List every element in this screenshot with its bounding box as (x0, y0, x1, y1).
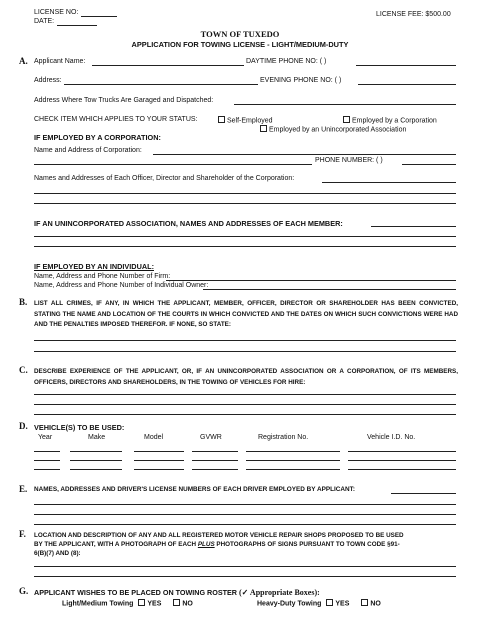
vehicle-entry-field[interactable] (70, 469, 122, 470)
heavy-duty-yes-checkbox[interactable] (326, 599, 333, 606)
vehicle-entry-field[interactable] (192, 451, 238, 452)
section-c-letter: C. (19, 365, 28, 375)
drivers-field-2[interactable] (34, 504, 456, 505)
section-f-letter: F. (19, 529, 26, 539)
drivers-field-4[interactable] (34, 524, 456, 525)
checkbox-icon[interactable] (218, 116, 225, 123)
section-b-text: LIST ALL CRIMES, IF ANY, IN WHICH THE APPLICANT, MEMBER, OFFICER, DIRECTOR OR SHAREHOLDER HAS BEEN CONVICTED, STATING THE NAME AND LOCATION OF THE COURTS IN WHICH CONVICTED AND THE DATES ON WHICH SUCH CONVICTIONS WERE HAD AND THE PENALTIES IMPOSED THEREFOR. IF NONE, SO STATE: (34, 300, 458, 328)
garaged-address-field[interactable] (234, 104, 456, 105)
date-label: DATE: (34, 18, 55, 25)
light-medium-yes-checkbox[interactable] (138, 599, 145, 606)
license-no-label: LICENSE NO: (34, 9, 79, 16)
officers-label: Names and Addresses of Each Officer, Director and Shareholder of the Corporation: (34, 175, 295, 182)
vehicle-entry-field[interactable] (34, 460, 60, 461)
section-g-title: APPLICANT WISHES TO BE PLACED ON TOWING ROSTER (✓ Appropriate Boxes): (34, 588, 320, 597)
corp-name-address-field[interactable] (153, 154, 456, 155)
vehicle-entry-field[interactable] (34, 469, 60, 470)
repair-shops-field-1[interactable] (34, 566, 456, 567)
section-e-text: NAMES, ADDRESSES AND DRIVER'S LICENSE NUMBERS OF EACH DRIVER EMPLOYED BY APPLICANT: (34, 486, 355, 493)
date-field[interactable] (57, 25, 97, 26)
vehicle-entry-field[interactable] (246, 460, 340, 461)
drivers-field-1[interactable] (391, 493, 456, 494)
address-field[interactable] (64, 84, 258, 85)
vehicle-entry-field[interactable] (134, 451, 184, 452)
owner-label: Name, Address and Phone Number of Individual Owner: (34, 282, 209, 289)
vehicle-entry-field[interactable] (70, 460, 122, 461)
repair-shops-field-2[interactable] (34, 576, 456, 577)
vehicle-entry-field[interactable] (348, 451, 456, 452)
column-gvwr: GVWR (200, 434, 222, 441)
self-employed-option[interactable]: Self-Employed (218, 116, 273, 125)
corp-name-address-label: Name and Address of Corporation: (34, 147, 142, 154)
vehicle-entry-field[interactable] (134, 469, 184, 470)
drivers-field-3[interactable] (34, 514, 456, 515)
light-medium-no-checkbox[interactable] (173, 599, 180, 606)
checkbox-icon[interactable] (260, 125, 267, 132)
daytime-phone-field[interactable] (356, 65, 456, 66)
daytime-phone-label: DAYTIME PHONE NO: ( ) (246, 58, 327, 65)
officers-field-2[interactable] (34, 193, 456, 194)
heavy-duty-towing-row: Heavy-Duty Towing YES NO (257, 600, 381, 608)
light-medium-towing-row: Light/Medium Towing YES NO (62, 600, 193, 608)
section-f-line2: BY THE APPLICANT, WITH A PHOTOGRAPH OF EACH PLUS PHOTOGRAPHS OF SIGNS PURSUANT TO TOWN CODE §91- (34, 541, 400, 548)
vehicle-entry-field[interactable] (134, 460, 184, 461)
experience-field-1[interactable] (34, 394, 456, 395)
vehicle-entry-field[interactable] (34, 451, 60, 452)
employed-unincorporated-option[interactable]: Employed by an Unincorporated Association (260, 125, 406, 134)
applicant-name-label: Applicant Name: (34, 58, 86, 65)
section-a-letter: A. (19, 56, 28, 66)
vehicle-entry-field[interactable] (70, 451, 122, 452)
section-b-letter: B. (19, 297, 28, 307)
vehicle-entry-field[interactable] (348, 469, 456, 470)
section-f-line1: LOCATION AND DESCRIPTION OF ANY AND ALL REGISTERED MOTOR VEHICLE REPAIR SHOPS PROPOSED TO BE USED (34, 532, 404, 539)
license-no-field[interactable] (81, 16, 117, 17)
license-fee: LICENSE FEE: $500.00 (376, 11, 451, 18)
corp-phone-field[interactable] (402, 164, 456, 165)
unincorporated-field-3[interactable] (34, 246, 456, 247)
checkbox-icon[interactable] (343, 116, 350, 123)
column-year: Year (38, 434, 53, 441)
vehicle-entry-field[interactable] (246, 469, 340, 470)
section-f-line3: 6(B)(7) AND (8): (34, 550, 81, 557)
crimes-field-2[interactable] (34, 351, 456, 352)
unincorporated-field-2[interactable] (34, 236, 456, 237)
column-registration: Registration No. (258, 434, 309, 441)
if-corporation-heading: IF EMPLOYED BY A CORPORATION: (34, 133, 161, 142)
address-label: Address: (34, 77, 62, 84)
check-item-label: CHECK ITEM WHICH APPLIES TO YOUR STATUS: (34, 116, 198, 123)
section-e-letter: E. (19, 484, 28, 494)
section-c-text: DESCRIBE EXPERIENCE OF THE APPLICANT, OR, IF AN UNINCORPORATED ASSOCIATION OR A CORPORATION, OF ITS MEMBERS, OFFICERS, DIRECTORS AND SHAREHOLDERS, IN THE TOWING OF VEHICLES FOR HIRE: (34, 368, 458, 386)
experience-field-3[interactable] (34, 414, 456, 415)
evening-phone-label: EVENING PHONE NO: ( ) (260, 77, 342, 84)
corp-phone-label: PHONE NUMBER: ( ) (315, 157, 383, 164)
town-name: TOWN OF TUXEDO (200, 29, 280, 39)
unincorporated-field-1[interactable] (371, 226, 456, 227)
applicant-name-field[interactable] (92, 65, 244, 66)
officers-field-3[interactable] (34, 203, 456, 204)
corp-address-line[interactable] (34, 164, 312, 165)
garaged-address-label: Address Where Tow Trucks Are Garaged and Dispatched: (34, 97, 214, 104)
vehicle-entry-field[interactable] (192, 460, 238, 461)
employed-corporation-option[interactable]: Employed by a Corporation (343, 116, 437, 125)
column-vin: Vehicle I.D. No. (367, 434, 416, 441)
individual-heading: IF EMPLOYED BY AN INDIVIDUAL: (34, 262, 154, 271)
crimes-field-1[interactable] (34, 340, 456, 341)
vehicles-heading: VEHICLE(S) TO BE USED: (34, 423, 125, 432)
evening-phone-field[interactable] (358, 84, 456, 85)
firm-field[interactable] (166, 280, 456, 281)
section-g-letter: G. (19, 586, 29, 596)
experience-field-2[interactable] (34, 404, 456, 405)
firm-label: Name, Address and Phone Number of Firm: (34, 273, 171, 280)
form-title: APPLICATION FOR TOWING LICENSE - LIGHT/MEDIUM-DUTY (131, 40, 349, 49)
officers-field-1[interactable] (322, 182, 456, 183)
owner-field[interactable] (203, 289, 456, 290)
column-make: Make (88, 434, 106, 441)
section-d-letter: D. (19, 421, 28, 431)
vehicle-entry-field[interactable] (246, 451, 340, 452)
vehicle-entry-field[interactable] (348, 460, 456, 461)
column-model: Model (144, 434, 164, 441)
unincorporated-heading: IF AN UNINCORPORATED ASSOCIATION, NAMES AND ADDRESSES OF EACH MEMBER: (34, 219, 343, 228)
heavy-duty-no-checkbox[interactable] (361, 599, 368, 606)
vehicle-entry-field[interactable] (192, 469, 238, 470)
